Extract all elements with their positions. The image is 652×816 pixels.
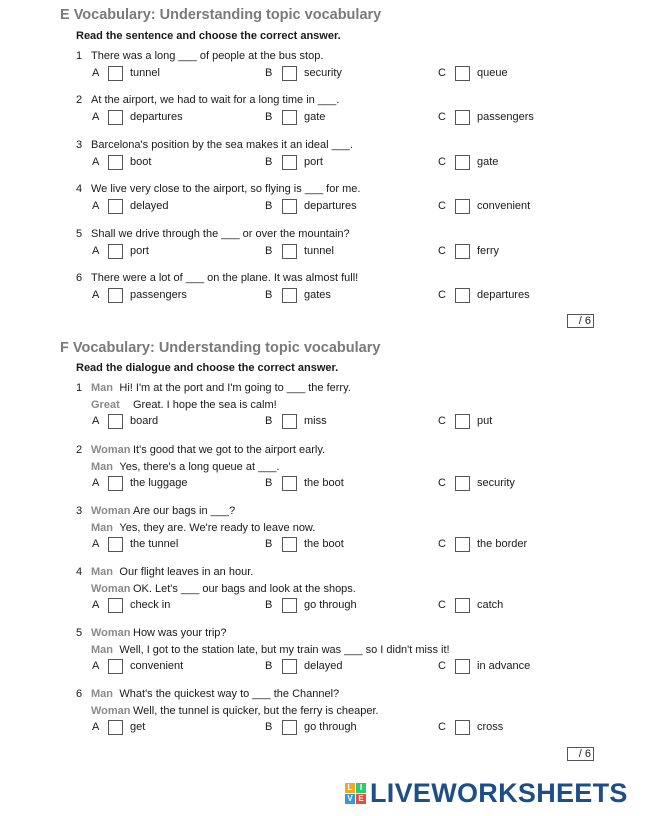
answer-checkbox[interactable] <box>455 288 470 303</box>
logo-tile: E <box>356 794 366 804</box>
speaker-label: Woman <box>91 444 131 456</box>
answer-checkbox[interactable] <box>282 537 297 552</box>
option-letter: C <box>438 289 446 301</box>
answer-checkbox[interactable] <box>282 66 297 81</box>
speaker-label: Woman <box>91 704 131 717</box>
section-f-instruction: Read the dialogue and choose the correct answer. <box>76 362 339 374</box>
answer-checkbox[interactable] <box>108 66 123 81</box>
answer-checkbox[interactable] <box>282 414 297 429</box>
question-text: Are our bags in ___? <box>133 505 236 517</box>
option-label[interactable]: gates <box>304 289 331 301</box>
answer-checkbox[interactable] <box>455 414 470 429</box>
question-text: OK. Let's ___ our bags and look at the shops. <box>133 582 356 595</box>
option-label[interactable]: departures <box>130 111 183 123</box>
option-label[interactable]: ferry <box>477 245 499 257</box>
answer-checkbox[interactable] <box>282 199 297 214</box>
answer-checkbox[interactable] <box>108 155 123 170</box>
option-letter: C <box>438 660 446 672</box>
option-letter: B <box>265 67 273 79</box>
option-letter: B <box>265 200 273 212</box>
option-letter: B <box>265 415 273 427</box>
question-text: Well, the tunnel is quicker, but the ferry is cheaper. <box>133 704 379 717</box>
speaker-label: Woman <box>91 582 131 595</box>
option-label[interactable]: gate <box>304 111 326 123</box>
answer-checkbox[interactable] <box>108 199 123 214</box>
answer-checkbox[interactable] <box>282 244 297 259</box>
option-letter: C <box>438 477 446 489</box>
answer-checkbox[interactable] <box>282 155 297 170</box>
speaker-label: Woman <box>91 505 131 517</box>
logo-tile: I <box>356 783 366 793</box>
question-number: 2 <box>76 94 83 106</box>
answer-checkbox[interactable] <box>108 288 123 303</box>
answer-checkbox[interactable] <box>455 66 470 81</box>
section-f-score[interactable]: / 6 <box>567 747 594 761</box>
answer-checkbox[interactable] <box>108 414 123 429</box>
logo-tiles-icon <box>345 783 366 804</box>
option-letter: B <box>265 245 273 257</box>
question-text: It's good that we got to the airport early. <box>133 444 326 456</box>
answer-checkbox[interactable] <box>455 244 470 259</box>
question-number: 4 <box>76 566 83 578</box>
option-letter: A <box>92 156 100 168</box>
question-text: Well, I got to the station late, but my train was ___ so I didn't miss it! <box>119 643 450 656</box>
question-text: What's the quickest way to ___ the Channel? <box>119 688 340 700</box>
option-label[interactable]: queue <box>477 67 508 79</box>
logo-tile: L <box>345 783 355 793</box>
question-number: 2 <box>76 444 83 456</box>
option-label[interactable]: delayed <box>304 660 343 672</box>
option-label[interactable]: the boot <box>304 477 344 489</box>
question-number: 3 <box>76 139 83 151</box>
option-label[interactable]: in advance <box>477 660 531 672</box>
question-number: 5 <box>76 627 83 639</box>
section-e-instruction: Read the sentence and choose the correct answer. <box>76 30 341 42</box>
answer-checkbox[interactable] <box>455 720 470 735</box>
option-label[interactable]: board <box>130 415 159 427</box>
answer-checkbox[interactable] <box>282 720 297 735</box>
speaker-label: Man <box>91 688 113 700</box>
option-letter: A <box>92 67 100 79</box>
answer-checkbox[interactable] <box>455 537 470 552</box>
answer-checkbox[interactable] <box>108 659 123 674</box>
option-letter: C <box>438 538 446 550</box>
question-text: Shall we drive through the ___ or over the mountain? <box>91 228 350 240</box>
answer-checkbox[interactable] <box>108 598 123 613</box>
question-text: Great. I hope the sea is calm! <box>133 398 277 411</box>
question-text: Hi! I'm at the port and I'm going to ___ the ferry. <box>119 382 351 394</box>
speaker-label: Man <box>91 643 113 656</box>
option-label[interactable]: catch <box>477 599 504 611</box>
option-label[interactable]: boot <box>130 156 152 168</box>
answer-checkbox[interactable] <box>108 720 123 735</box>
option-letter: B <box>265 156 273 168</box>
speaker-label: Man <box>91 460 113 473</box>
option-letter: A <box>92 289 100 301</box>
option-label[interactable]: tunnel <box>304 245 334 257</box>
question-text: There was a long ___ of people at the bus stop. <box>91 50 324 62</box>
answer-checkbox[interactable] <box>282 110 297 125</box>
option-label[interactable]: the luggage <box>130 477 188 489</box>
answer-checkbox[interactable] <box>108 110 123 125</box>
option-letter: B <box>265 538 273 550</box>
question-text: Yes, they are. We're ready to leave now. <box>119 521 316 534</box>
section-e-score[interactable]: / 6 <box>567 314 594 328</box>
option-label[interactable]: miss <box>304 415 327 427</box>
question-number: 4 <box>76 183 83 195</box>
option-letter: C <box>438 156 446 168</box>
option-letter: C <box>438 415 446 427</box>
answer-checkbox[interactable] <box>455 659 470 674</box>
option-label[interactable]: tunnel <box>130 67 160 79</box>
option-letter: A <box>92 660 100 672</box>
answer-checkbox[interactable] <box>282 288 297 303</box>
option-label[interactable]: departures <box>304 200 357 212</box>
question-text: At the airport, we had to wait for a long time in ___. <box>91 94 340 106</box>
option-label[interactable]: passengers <box>130 289 187 301</box>
question-number: 1 <box>76 382 83 394</box>
option-letter: B <box>265 477 273 489</box>
question-text: We live very close to the airport, so flying is ___ for me. <box>91 183 361 195</box>
liveworksheets-logo <box>345 778 628 809</box>
question-number: 6 <box>76 272 83 284</box>
option-label[interactable]: go through <box>304 599 357 611</box>
section-e-title: E Vocabulary: Understanding topic vocabulary <box>60 7 382 23</box>
option-letter: B <box>265 111 273 123</box>
question-text: How was your trip? <box>133 627 227 639</box>
option-label[interactable]: the border <box>477 538 528 550</box>
option-letter: A <box>92 538 100 550</box>
option-label[interactable]: convenient <box>477 200 531 212</box>
option-letter: C <box>438 245 446 257</box>
question-number: 6 <box>76 688 83 700</box>
option-letter: A <box>92 111 100 123</box>
option-label[interactable]: security <box>477 477 515 489</box>
option-label[interactable]: passengers <box>477 111 534 123</box>
option-label[interactable]: convenient <box>130 660 184 672</box>
answer-checkbox[interactable] <box>282 476 297 491</box>
option-letter: C <box>438 721 446 733</box>
option-letter: A <box>92 721 100 733</box>
option-label[interactable]: port <box>304 156 323 168</box>
question-text: Yes, there's a long queue at ___. <box>119 460 280 473</box>
option-label[interactable]: the tunnel <box>130 538 179 550</box>
option-label[interactable]: port <box>130 245 149 257</box>
speaker-label: Great <box>91 398 120 411</box>
answer-checkbox[interactable] <box>108 537 123 552</box>
option-label[interactable]: get <box>130 721 146 733</box>
speaker-label: Man <box>91 566 113 578</box>
option-letter: B <box>265 660 273 672</box>
option-label[interactable]: gate <box>477 156 499 168</box>
logo-text: LIVEWORKSHEETS <box>370 778 628 808</box>
section-f-title: F Vocabulary: Understanding topic vocabulary <box>60 340 381 356</box>
speaker-label: Man <box>91 382 113 394</box>
answer-checkbox[interactable] <box>455 155 470 170</box>
option-letter: A <box>92 245 100 257</box>
answer-checkbox[interactable] <box>282 659 297 674</box>
option-letter: A <box>92 599 100 611</box>
question-text: Our flight leaves in an hour. <box>119 566 254 578</box>
answer-checkbox[interactable] <box>282 598 297 613</box>
speaker-label: Woman <box>91 627 131 639</box>
option-label[interactable]: security <box>304 67 342 79</box>
answer-checkbox[interactable] <box>455 110 470 125</box>
option-letter: C <box>438 599 446 611</box>
option-letter: A <box>92 477 100 489</box>
speaker-label: Man <box>91 521 113 534</box>
question-text: Barcelona's position by the sea makes it an ideal ___. <box>91 139 353 151</box>
question-number: 3 <box>76 505 83 517</box>
option-label[interactable]: put <box>477 415 493 427</box>
option-letter: B <box>265 599 273 611</box>
option-letter: B <box>265 721 273 733</box>
answer-checkbox[interactable] <box>455 476 470 491</box>
option-letter: A <box>92 200 100 212</box>
option-letter: C <box>438 111 446 123</box>
option-letter: C <box>438 200 446 212</box>
option-label[interactable]: the boot <box>304 538 344 550</box>
question-number: 5 <box>76 228 83 240</box>
option-letter: B <box>265 289 273 301</box>
option-letter: A <box>92 415 100 427</box>
option-label[interactable]: check in <box>130 599 171 611</box>
answer-checkbox[interactable] <box>455 199 470 214</box>
logo-tile: V <box>345 794 355 804</box>
question-text: There were a lot of ___ on the plane. It was almost full! <box>91 272 359 284</box>
option-label[interactable]: cross <box>477 721 504 733</box>
answer-checkbox[interactable] <box>108 244 123 259</box>
answer-checkbox[interactable] <box>108 476 123 491</box>
answer-checkbox[interactable] <box>455 598 470 613</box>
option-label[interactable]: delayed <box>130 200 169 212</box>
option-label[interactable]: departures <box>477 289 530 301</box>
question-number: 1 <box>76 50 83 62</box>
option-letter: C <box>438 67 446 79</box>
option-label[interactable]: go through <box>304 721 357 733</box>
